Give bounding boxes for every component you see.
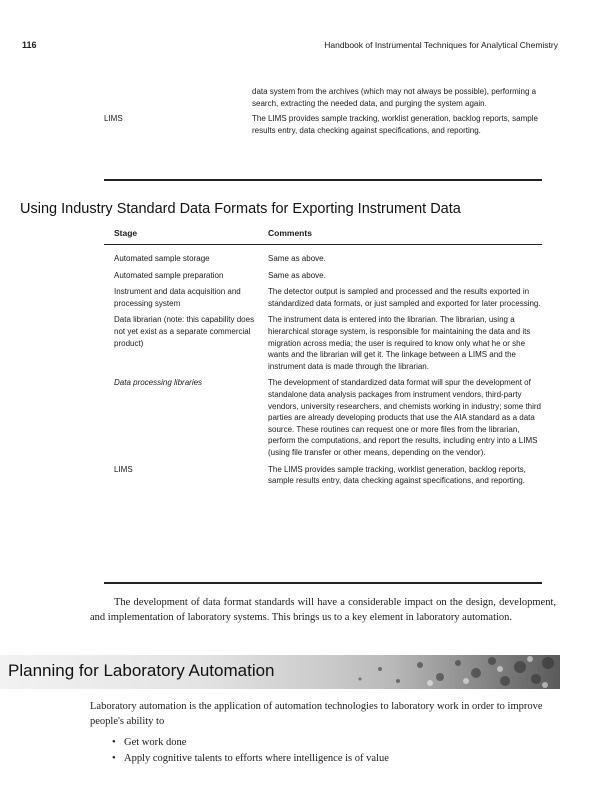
section-heading-data-formats: Using Industry Standard Data Formats for Exporting Instrument Data bbox=[20, 201, 461, 217]
table-bottom-rule bbox=[104, 179, 542, 181]
comments-cell: The detector output is sampled and processed and the results exported in standardized data formats, or just sampled and exported for later processing. bbox=[268, 287, 541, 308]
table-header bbox=[104, 228, 542, 240]
section-heading-planning: Planning for Laboratory Automation bbox=[8, 661, 275, 680]
comments-cell: The instrument data is entered into the librarian. The librarian, using a hierarchical storage system, is responsible for maintaining the data and its migration across media; the user is required to know only what he or she wants and the librarian will get it. The linkage between a LIMS and the instrument data is made through the librarian. bbox=[268, 315, 531, 371]
table-row bbox=[104, 377, 542, 458]
stage-cell: Instrument and data acquisition and processing system bbox=[114, 287, 241, 308]
table-row bbox=[104, 286, 542, 309]
comments-cell: data system from the archives (which may not always be possible), performing a search, extracting the needed data, and purging the system again. bbox=[252, 87, 537, 108]
table-row bbox=[104, 314, 542, 372]
stage-cell: Automated sample storage bbox=[114, 254, 210, 263]
stage-cell: Automated sample preparation bbox=[114, 270, 224, 280]
running-title: Handbook of Instrumental Techniques for Analytical Chemistry bbox=[324, 40, 558, 50]
comments-cell: The development of standardized data format will spur the development of standalone data analysis packages from instrument vendors, third-party vendors, university researchers, and chemists working in industry; some third parties are already developing products that use the AIA standard as a data source. These routines can request one or more files from the librarian, perform the computations, and report the results, including entry into a LIMS (using file transfer or other means, depending on the vendor). bbox=[268, 378, 541, 457]
header-stage: Stage bbox=[114, 228, 138, 238]
table-header-rule bbox=[104, 244, 542, 245]
list-item: • Apply cognitive talents to efforts where intelligence is of value bbox=[112, 751, 389, 767]
list-item: • Get work done bbox=[112, 735, 389, 751]
continued-table bbox=[104, 86, 542, 137]
bullet-list bbox=[112, 735, 389, 767]
comments-cell: Same as above. bbox=[268, 270, 326, 280]
table-row bbox=[104, 464, 542, 487]
page-number: 116 bbox=[22, 40, 37, 50]
table-row bbox=[104, 270, 542, 282]
stage-cell: Data processing libraries bbox=[114, 378, 203, 388]
data-formats-table bbox=[104, 228, 542, 492]
header-comments: Comments bbox=[268, 228, 312, 238]
comments-cell: The LIMS provides sample tracking, worklist generation, backlog reports, sample results entry, data checking against specifications, and reporting. bbox=[268, 464, 526, 486]
table-row bbox=[104, 86, 542, 110]
stage-cell: Data librarian (note: this capability does not yet exist as a separate commercial product) bbox=[114, 315, 255, 348]
comments-cell: The LIMS provides sample tracking, worklist generation, backlog reports, sample results entry, data checking against specifications, and reporting. bbox=[252, 114, 538, 135]
body-paragraph: The development of data format standards will have a considerable impact on the design, development, and implementation of laboratory systems. This brings us to a key element in laboratory automation. bbox=[90, 597, 556, 623]
stage-cell: LIMS bbox=[104, 114, 123, 123]
section-banner bbox=[0, 655, 560, 689]
comments-cell: Same as above. bbox=[268, 254, 326, 263]
stage-cell: LIMS bbox=[114, 464, 133, 474]
table-row bbox=[104, 113, 542, 137]
table-row bbox=[104, 253, 542, 265]
table-bottom-rule bbox=[104, 582, 542, 584]
intro-paragraph: Laboratory automation is the application of automation technologies to laboratory work in order to improve people's ability to bbox=[90, 701, 543, 727]
page-header bbox=[22, 40, 558, 56]
